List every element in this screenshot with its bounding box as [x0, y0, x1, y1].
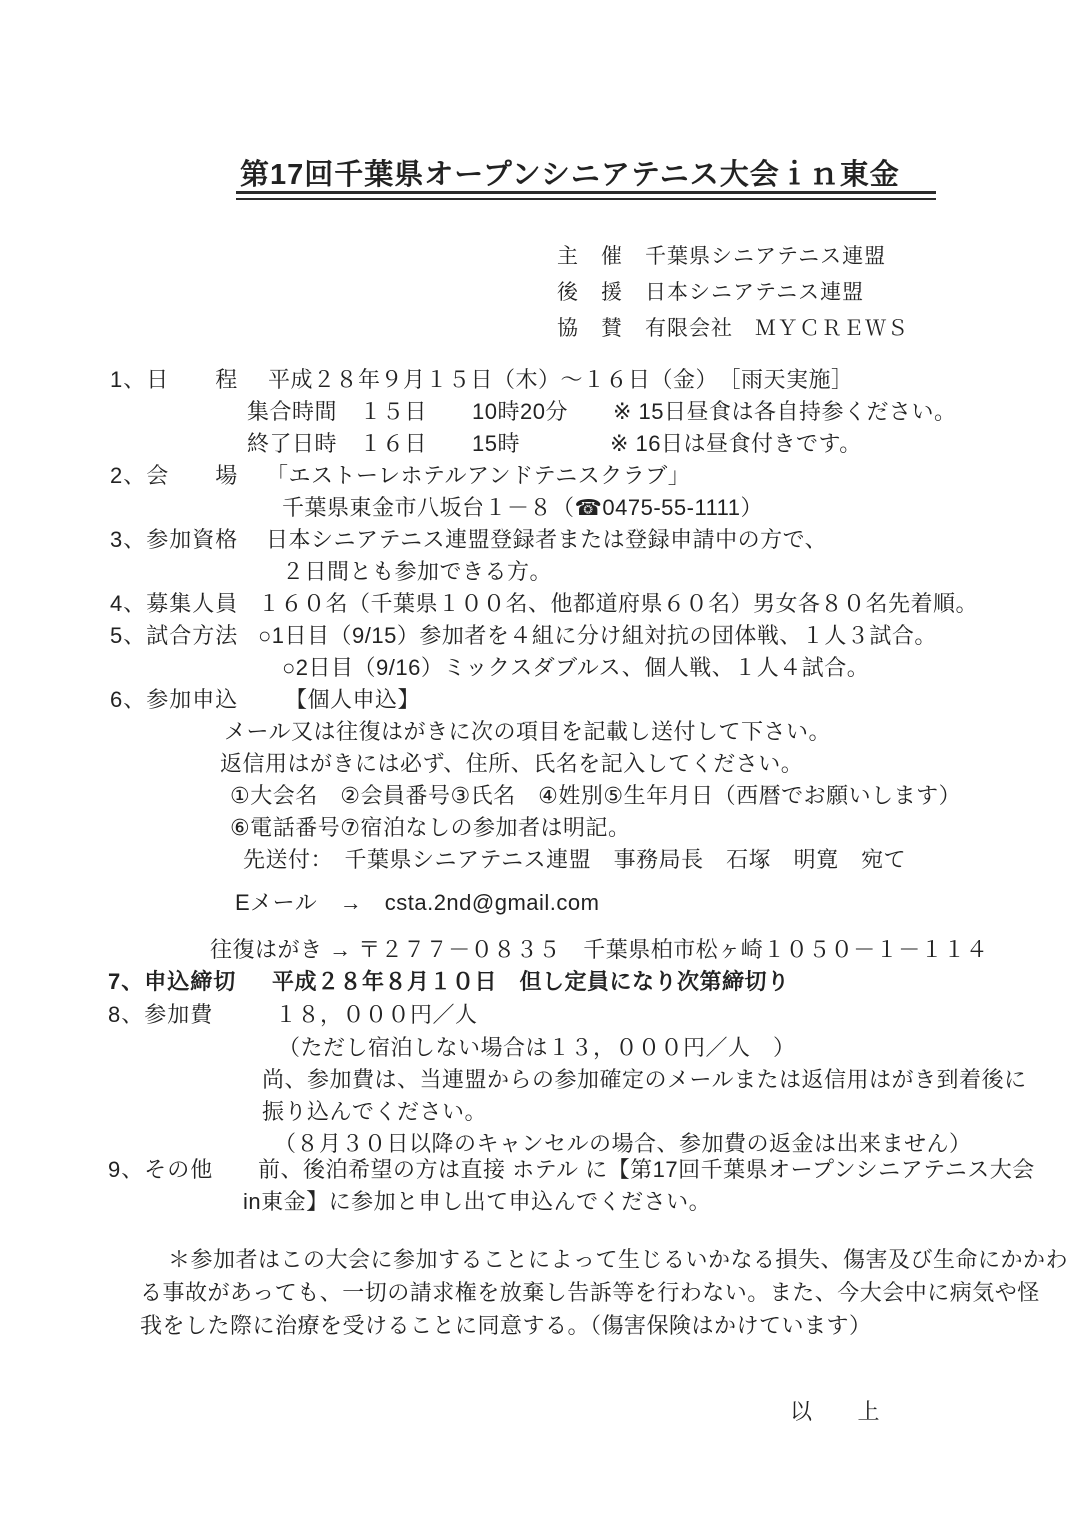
deadline-detail: 平成２８年８月１０日 但し定員になり次第締切り — [272, 969, 790, 994]
sponsor-role: 協 賛 — [557, 317, 623, 340]
sponsor-role: 主 催 — [557, 245, 623, 268]
section-number: 7、 — [108, 969, 145, 994]
section-number: 2、 — [110, 463, 147, 488]
closing-mark: 以 上 — [790, 1399, 881, 1424]
fee-amount: １８，０００円／人 — [275, 1002, 478, 1027]
section-label-text: 試合方法 — [146, 623, 239, 648]
application-instruction-1: メール又は往復はがきに次の項目を記載し送付して下さい。 — [224, 719, 832, 744]
section-number: 3、 — [110, 527, 147, 552]
section-label-text: 参加申込 — [146, 687, 239, 712]
section-5-format-label — [110, 623, 238, 648]
section-7-deadline-label — [108, 969, 236, 994]
sponsor-row-organizer — [557, 240, 886, 270]
format-day1: ○1日目（9/15）参加者を４組に分け組対抗の団体戦、１人３試合。 — [258, 623, 937, 648]
application-items-1: ①大会名 ②会員番号③氏名 ④姓別⑤生年月日（西暦でお願いします） — [230, 783, 962, 808]
eligibility-line-1: 日本シニアテニス連盟登録者または登録申請中の方で、 — [266, 527, 828, 552]
fee-no-stay-note: （ただし宿泊しない場合は１３，０００円／人 ） — [278, 1035, 796, 1060]
section-number: 5、 — [110, 623, 147, 648]
schedule-dates: 平成２８年９月１５日（木）～１６日（金） ［雨天実施］ — [268, 367, 854, 392]
sponsor-row-support — [557, 276, 864, 306]
title-underline — [236, 191, 936, 200]
schedule-end-time: 終了日時 １６日 15時 ※ 16日は昼食付きです。 — [247, 431, 862, 456]
sponsor-row-cooperation — [557, 312, 909, 342]
disclaimer-line-2: る事故があっても、一切の請求権を放棄し告訴等を行わない。また、今大会中に病気や怪 — [140, 1280, 1040, 1305]
other-hotel-line-2: in東金】に参加と申し出て申込んでください。 — [243, 1189, 712, 1214]
application-postcard-address: 往復はがき → 〒２７７－０８３５ 千葉県柏市松ヶ崎１０５０－１－１１４ — [210, 937, 989, 962]
section-2-venue-label — [110, 463, 238, 488]
sponsor-role: 後 援 — [557, 281, 623, 304]
eligibility-line-2: ２日間とも参加できる方。 — [282, 559, 553, 584]
application-send-to: 先送付： 千葉県シニアテニス連盟 事務局長 石塚 明寛 宛て — [243, 847, 907, 872]
fee-payment-note-1: 尚、参加費は、当連盟からの参加確定のメールまたは返信用はがき到着後に — [262, 1067, 1027, 1092]
document-title: 第17回千葉県オープンシニアテニス大会ｉｎ東金 — [240, 159, 900, 191]
section-label-text: 参加費 — [144, 1002, 214, 1027]
section-number: 4、 — [110, 591, 147, 616]
section-label-text: 会 場 — [146, 463, 239, 488]
section-number: 6、 — [110, 687, 147, 712]
section-label-text: 日 程 — [146, 367, 239, 392]
section-8-fee-label — [108, 1002, 213, 1027]
section-label-text: 申込締切 — [144, 969, 237, 994]
section-number: 1、 — [110, 367, 147, 392]
schedule-meeting-time: 集合時間 １５日 10時20分 ※ 15日昼食は各自持参ください。 — [247, 399, 957, 424]
sponsor-name: 日本シニアテニス連盟 — [645, 281, 865, 304]
sponsor-name: 千葉県シニアテニス連盟 — [645, 245, 887, 268]
section-number: 8、 — [108, 1002, 145, 1027]
section-number: 9、 — [108, 1157, 145, 1182]
section-9-other-label — [108, 1157, 213, 1182]
section-6-application-label — [110, 687, 238, 712]
venue-address: 千葉県東金市八坂台１－８（☎0475-55-1111） — [282, 495, 764, 520]
section-label-text: 参加資格 — [146, 527, 239, 552]
venue-name: 「エストーレホテルアンドテニスクラブ」 — [266, 463, 691, 488]
sponsor-name: 有限会社 ＭＹＣＲＥＷＳ — [645, 317, 909, 340]
section-4-capacity-label — [110, 591, 238, 616]
disclaimer-line-3: 我をした際に治療を受けることに同意する。（傷害保険はかけています） — [140, 1313, 872, 1338]
fee-payment-note-2: 振り込んでください。 — [262, 1099, 488, 1124]
disclaimer-line-1: ＊参加者はこの大会に参加することによって生じるいかなる損失、傷害及び生命にかかわ — [168, 1247, 1069, 1272]
section-label-text: 募集人員 — [146, 591, 239, 616]
section-3-eligibility-label — [110, 527, 238, 552]
application-email: Eメール → csta.2nd@gmail.com — [235, 890, 600, 915]
capacity-detail: １６０名（千葉県１００名、他都道府県６０名）男女各８０名先着順。 — [258, 591, 979, 616]
application-items-2: ⑥電話番号⑦宿泊なしの参加者は明記。 — [230, 815, 631, 840]
section-1-schedule-label — [110, 367, 238, 392]
application-instruction-2: 返信用はがきには必ず、住所、氏名を記入してください。 — [220, 751, 804, 776]
application-type: 【個人申込】 — [285, 687, 421, 712]
fee-cancel-note: （８月３０日以降のキャンセルの場合、参加費の返金は出来ません） — [274, 1131, 972, 1156]
format-day2: ○2日目（9/16）ミックスダブルス、個人戦、１人４試合。 — [282, 655, 870, 680]
section-label-text: その他 — [144, 1157, 214, 1182]
other-hotel-line-1: 前、後泊希望の方は直接 ホテル に【第17回千葉県オープンシニアテニス大会 — [258, 1157, 1035, 1182]
